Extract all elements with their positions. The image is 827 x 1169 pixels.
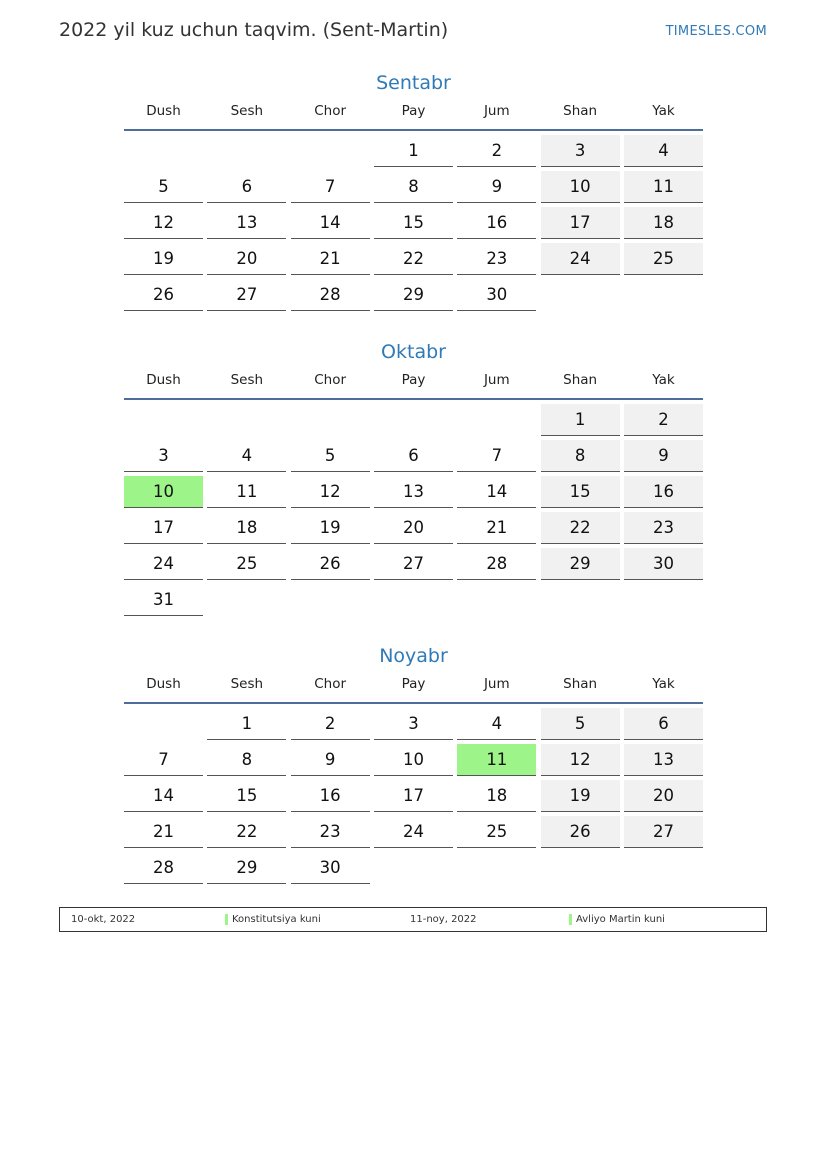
month-title: Sentabr — [376, 72, 451, 94]
empty-day-cell — [457, 404, 536, 435]
week-row — [124, 207, 703, 243]
weekday-label: Chor — [314, 676, 347, 692]
empty-day-cell — [207, 135, 286, 166]
empty-day-cell — [541, 852, 620, 883]
day-cell: 16 — [457, 207, 536, 239]
weekday-label: Jum — [483, 103, 510, 119]
weekday-label: Jum — [483, 372, 510, 388]
day-cell: 25 — [624, 243, 703, 275]
day-cell: 6 — [374, 440, 453, 472]
month-october — [124, 338, 703, 620]
empty-day-cell — [374, 852, 453, 883]
day-cell: 27 — [207, 279, 286, 311]
day-cell: 26 — [124, 279, 203, 311]
week-row — [124, 584, 703, 620]
day-cell: 23 — [624, 512, 703, 544]
empty-day-cell — [624, 852, 703, 883]
day-cell: 1 — [541, 404, 620, 436]
day-cell: 10 — [541, 171, 620, 203]
day-cell: 21 — [457, 512, 536, 544]
empty-day-cell — [624, 279, 703, 310]
page-title: 2022 yil kuz uchun taqvim. (Sent-Martin) — [59, 19, 449, 41]
day-cell: 12 — [541, 744, 620, 776]
day-cell: 15 — [541, 476, 620, 508]
day-cell: 23 — [291, 816, 370, 848]
weekday-label: Dush — [146, 372, 181, 388]
day-cell: 20 — [207, 243, 286, 275]
legend-holiday-name: Avliyo Martin kuni — [576, 914, 665, 925]
week-row — [124, 548, 703, 584]
day-cell: 29 — [374, 279, 453, 311]
day-cell: 29 — [207, 852, 286, 884]
day-cell: 29 — [541, 548, 620, 580]
month-november — [124, 642, 703, 888]
day-cell: 11 — [207, 476, 286, 508]
day-cell: 19 — [291, 512, 370, 544]
day-cell: 30 — [457, 279, 536, 311]
day-cell: 7 — [291, 171, 370, 203]
week-row — [124, 816, 703, 852]
day-cell: 30 — [291, 852, 370, 884]
empty-day-cell — [207, 404, 286, 435]
day-cell: 26 — [541, 816, 620, 848]
week-row — [124, 476, 703, 512]
weekday-header — [124, 670, 703, 704]
day-cell: 4 — [207, 440, 286, 472]
day-cell: 6 — [207, 171, 286, 203]
empty-day-cell — [457, 852, 536, 883]
empty-day-cell — [291, 404, 370, 435]
weekday-label: Dush — [146, 103, 181, 119]
day-cell: 3 — [541, 135, 620, 167]
day-cell: 16 — [624, 476, 703, 508]
weekday-header — [124, 366, 703, 400]
day-cell: 8 — [374, 171, 453, 203]
week-row — [124, 708, 703, 744]
day-cell: 3 — [374, 708, 453, 740]
weekday-label: Yak — [652, 103, 675, 119]
day-cell: 20 — [374, 512, 453, 544]
day-cell: 5 — [124, 171, 203, 203]
day-cell: 9 — [457, 171, 536, 203]
empty-day-cell — [541, 584, 620, 615]
day-cell: 27 — [374, 548, 453, 580]
day-cell: 7 — [124, 744, 203, 776]
day-cell: 22 — [374, 243, 453, 275]
day-cell: 7 — [457, 440, 536, 472]
day-cell: 8 — [541, 440, 620, 472]
week-row — [124, 279, 703, 315]
week-row — [124, 744, 703, 780]
legend-date: 11-noy, 2022 — [410, 914, 477, 925]
weekday-label: Dush — [146, 676, 181, 692]
day-cell: 2 — [624, 404, 703, 436]
weeks — [124, 404, 703, 620]
day-cell: 17 — [541, 207, 620, 239]
day-cell: 11 — [624, 171, 703, 203]
day-cell: 14 — [291, 207, 370, 239]
week-row — [124, 171, 703, 207]
day-cell: 31 — [124, 584, 203, 616]
weekday-label: Sesh — [230, 676, 264, 692]
empty-day-cell — [124, 404, 203, 435]
empty-day-cell — [374, 584, 453, 615]
empty-day-cell — [624, 584, 703, 615]
day-cell: 22 — [207, 816, 286, 848]
day-cell: 15 — [374, 207, 453, 239]
day-cell: 18 — [207, 512, 286, 544]
empty-day-cell — [291, 584, 370, 615]
day-cell: 5 — [291, 440, 370, 472]
day-cell: 12 — [291, 476, 370, 508]
month-title: Oktabr — [381, 341, 446, 363]
day-cell: 15 — [207, 780, 286, 812]
day-cell: 18 — [624, 207, 703, 239]
day-cell: 9 — [624, 440, 703, 472]
weekday-label: Chor — [314, 103, 347, 119]
day-cell: 10 — [124, 476, 203, 508]
day-cell: 26 — [291, 548, 370, 580]
day-cell: 2 — [457, 135, 536, 167]
weeks — [124, 708, 703, 888]
day-cell: 27 — [624, 816, 703, 848]
weekday-label: Yak — [652, 372, 675, 388]
day-cell: 1 — [374, 135, 453, 167]
weekday-label: Shan — [563, 103, 598, 119]
day-cell: 22 — [541, 512, 620, 544]
legend-holiday-name: Konstitutsiya kuni — [232, 914, 321, 925]
day-cell: 6 — [624, 708, 703, 740]
empty-day-cell — [374, 404, 453, 435]
day-cell: 17 — [124, 512, 203, 544]
day-cell: 23 — [457, 243, 536, 275]
weekday-label: Sesh — [230, 103, 264, 119]
day-cell: 21 — [291, 243, 370, 275]
day-cell: 1 — [207, 708, 286, 740]
week-row — [124, 243, 703, 279]
day-cell: 9 — [291, 744, 370, 776]
weekday-label: Jum — [483, 676, 510, 692]
day-cell: 13 — [624, 744, 703, 776]
day-cell: 14 — [457, 476, 536, 508]
holiday-swatch — [225, 914, 228, 925]
weekday-label: Pay — [401, 103, 426, 119]
day-cell: 21 — [124, 816, 203, 848]
holiday-swatch — [569, 914, 572, 925]
weekday-label: Pay — [401, 676, 426, 692]
day-cell: 8 — [207, 744, 286, 776]
day-cell: 5 — [541, 708, 620, 740]
empty-day-cell — [541, 279, 620, 310]
day-cell: 20 — [624, 780, 703, 812]
day-cell: 13 — [374, 476, 453, 508]
week-row — [124, 780, 703, 816]
week-row — [124, 512, 703, 548]
weekday-label: Pay — [401, 372, 426, 388]
week-row — [124, 135, 703, 171]
empty-day-cell — [457, 584, 536, 615]
day-cell: 12 — [124, 207, 203, 239]
day-cell: 28 — [291, 279, 370, 311]
week-row — [124, 852, 703, 888]
day-cell: 24 — [124, 548, 203, 580]
month-september — [124, 69, 703, 315]
weekday-label: Chor — [314, 372, 347, 388]
brand-link[interactable]: TIMESLES.COM — [665, 24, 767, 39]
day-cell: 24 — [541, 243, 620, 275]
day-cell: 19 — [124, 243, 203, 275]
empty-day-cell — [124, 135, 203, 166]
day-cell: 18 — [457, 780, 536, 812]
day-cell: 30 — [624, 548, 703, 580]
legend-date: 10-okt, 2022 — [71, 914, 136, 925]
day-cell: 3 — [124, 440, 203, 472]
day-cell: 24 — [374, 816, 453, 848]
empty-day-cell — [207, 584, 286, 615]
day-cell: 28 — [124, 852, 203, 884]
day-cell: 2 — [291, 708, 370, 740]
day-cell: 25 — [207, 548, 286, 580]
day-cell: 14 — [124, 780, 203, 812]
weekday-label: Shan — [563, 372, 598, 388]
week-row — [124, 440, 703, 476]
day-cell: 11 — [457, 744, 536, 776]
day-cell: 28 — [457, 548, 536, 580]
month-title: Noyabr — [379, 645, 448, 667]
holiday-legend — [59, 907, 767, 932]
day-cell: 16 — [291, 780, 370, 812]
day-cell: 17 — [374, 780, 453, 812]
weekday-header — [124, 97, 703, 131]
empty-day-cell — [291, 135, 370, 166]
empty-day-cell — [124, 708, 203, 739]
day-cell: 4 — [457, 708, 536, 740]
weekday-label: Shan — [563, 676, 598, 692]
day-cell: 25 — [457, 816, 536, 848]
week-row — [124, 404, 703, 440]
day-cell: 13 — [207, 207, 286, 239]
weeks — [124, 135, 703, 315]
day-cell: 10 — [374, 744, 453, 776]
weekday-label: Sesh — [230, 372, 264, 388]
weekday-label: Yak — [652, 676, 675, 692]
day-cell: 4 — [624, 135, 703, 167]
day-cell: 19 — [541, 780, 620, 812]
